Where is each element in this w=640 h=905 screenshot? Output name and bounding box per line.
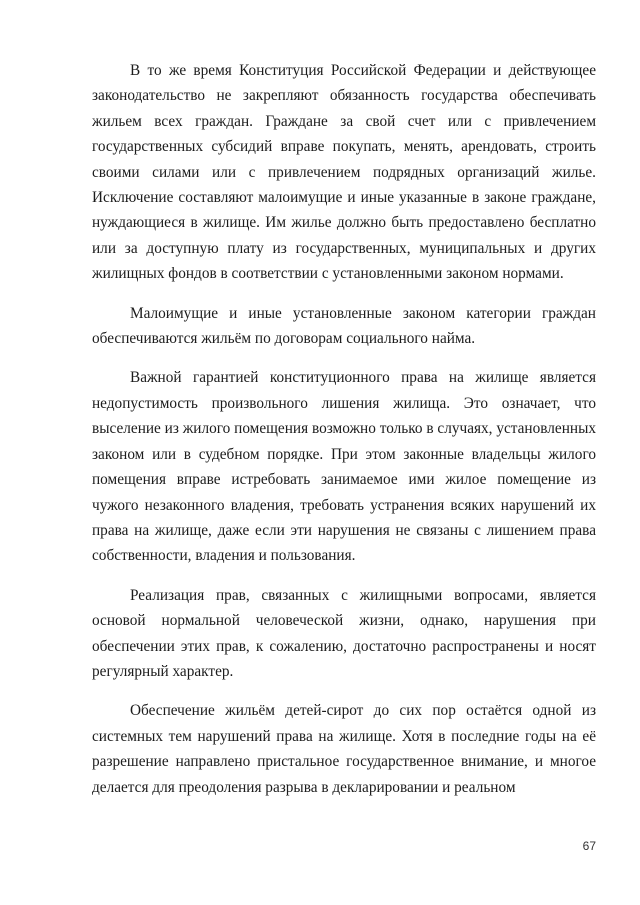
paragraph: Реализация прав, связанных с жилищными вопросами, является основой нормальной человеческой жизни, однако, нарушения при обеспечении этих прав, к сожалению, достаточно распространены и носят регулярный характер. [92,586,596,680]
page-body [92,58,596,814]
paragraph: Важной гарантией конституционного права на жилище является недопустимость произвольного лишения жилища. Это означает, что выселение из жилого помещения возможно только в случаях, установленных законом или в судебном порядке. При этом законные владельцы жилого помещения вправе истребовать занимаемое ими жилое помещение из чужого незаконного владения, требовать устранения всяких нарушений их права на жилище, даже если эти нарушения не связаны с лишением права собственности, владения и пользования. [92,369,596,565]
paragraph: Малоимущие и иные установленные законом категории граждан обеспечиваются жильём по договорам социального найма. [92,304,596,348]
page-number: 67 [582,839,596,853]
paragraph: В то же время Конституция Российской Федерации и действующее законодательство не закрепляют обязанность государства обеспечивать жильем всех граждан. Граждане за свой счет или с привлечением государственных субсидий вправе покупать, менять, арендовать, строить своими силами или с привлечением подрядных организаций жилье. Исключение составляют малоимущие и иные указанные в законе граждане, нуждающиеся в жилище. Им жилье должно быть предоставлено бесплатно или за доступную плату из государственных, муниципальных и других жилищных фондов в соответствии с установленными законом нормами. [92,62,596,283]
paragraph: Обеспечение жильём детей-сирот до сих пор остаётся одной из системных тем нарушений права на жилище. Хотя в последние годы на её разрешение направлено пристальное государственное внимание, и многое делается для преодоления разрыва в декларировании и реальном [92,702,596,796]
